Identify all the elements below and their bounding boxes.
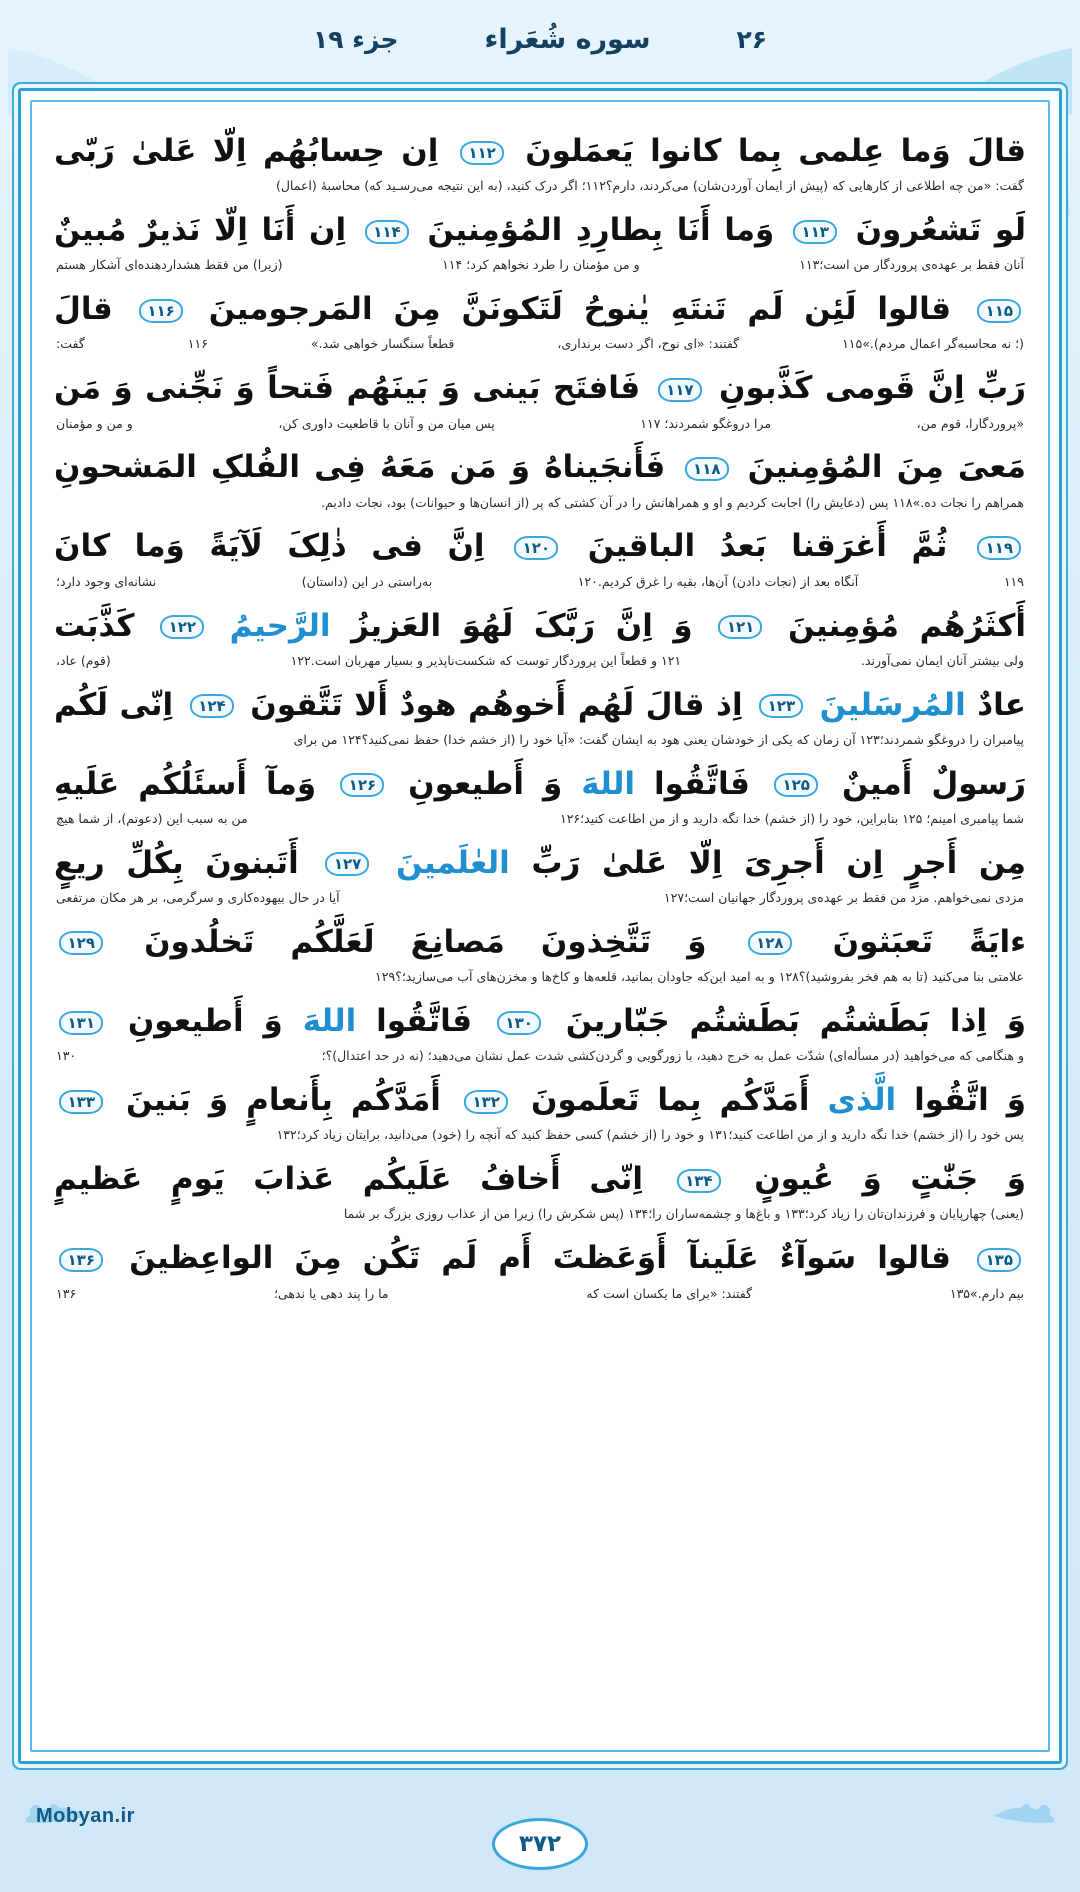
- ayah-number-marker[interactable]: ۱۳۲: [464, 1090, 508, 1114]
- ayah-number-marker[interactable]: ۱۲۸: [748, 931, 792, 955]
- persian-translation-line: [54, 1046, 1026, 1071]
- arabic-segment: فَاتَّقُوا: [635, 765, 750, 802]
- arabic-segment: اللهَ: [302, 1003, 357, 1040]
- persian-translation-line: [54, 572, 1026, 597]
- arabic-segment: العٰلَمینَ: [395, 844, 510, 881]
- ayah-block: [54, 442, 1026, 517]
- translation-segment: (؛ نه محاسبه‌گر اعمال مردم).»۱۱۵: [842, 336, 1024, 352]
- arabic-segment: اِنّی أَخافُ عَلَیکُم عَذابَ یَومٍ عَظیمٍ: [54, 1161, 643, 1198]
- ayah-number-marker[interactable]: ۱۳۳: [59, 1090, 103, 1114]
- arabic-segment: فَأَنجَیناهُ وَ مَن مَعَهُ فِی الفُلکِ المَشحونِ: [54, 449, 666, 486]
- translation-segment: ۱۳۰: [56, 1048, 77, 1064]
- translation-segment: ۱۳۶: [56, 1285, 77, 1301]
- arabic-line[interactable]: [54, 996, 1026, 1046]
- arabic-segment: قالوا لَئِن لَم تَنتَهِ یٰنوحُ لَتَکونَنَّ مِنَ المَرجومینَ: [208, 291, 952, 328]
- arabic-line[interactable]: [54, 917, 1026, 967]
- ayah-block: [54, 759, 1026, 834]
- ayah-block: [54, 680, 1026, 755]
- persian-translation-line: [54, 334, 1026, 359]
- arabic-segment: اِذ قالَ لَهُم أَخوهُم هودٌ أَلا تَتَّقونَ: [250, 686, 743, 723]
- translation-segment: «پروردگارا، قوم من،: [916, 415, 1024, 431]
- ayah-number-marker[interactable]: ۱۲۰: [514, 536, 558, 560]
- arabic-segment: لَو تَشعُرونَ: [855, 212, 1026, 249]
- arabic-segment: وَمآ أَسئَلُکُم عَلَیهِ: [54, 765, 317, 802]
- ayah-number-marker[interactable]: ۱۳۰: [497, 1011, 541, 1035]
- translation-segment: بیم دارم.»۱۳۵: [949, 1285, 1024, 1301]
- translation-segment: گفت: «من چه اطلاعی از کارهایی که (پیش از ایمان آوردن‌شان) می‌کردند، دارم؟۱۱۲؛ اگر درک کنید، (به این نتیجه می‌رسـید که) محاسبهٔ (اعمال): [275, 178, 1024, 194]
- arabic-line[interactable]: [54, 601, 1026, 651]
- ayah-number-marker[interactable]: ۱۱۵: [977, 299, 1021, 323]
- side-ornament-icon: [934, 1796, 1054, 1826]
- arabic-segment: وَما أَنَا بِطارِدِ المُؤمِنینَ: [427, 212, 775, 249]
- arabic-segment: اِن حِسابُهُم اِلّا عَلیٰ رَبّی: [54, 133, 439, 169]
- ayah-block: [54, 601, 1026, 676]
- arabic-segment: الَّذی: [827, 1082, 897, 1119]
- ayah-number-marker[interactable]: ۱۱۸: [685, 457, 729, 481]
- persian-translation-line: [54, 888, 1026, 913]
- persian-translation-line: [54, 176, 1026, 201]
- arabic-segment: رَبِّ اِنَّ قَومی کَذَّبونِ: [718, 370, 1026, 407]
- arabic-line[interactable]: [54, 838, 1026, 888]
- arabic-line[interactable]: [54, 126, 1026, 176]
- arabic-segment: وَ اِنَّ رَبَّکَ لَهُوَ العَزیزُ: [330, 607, 693, 644]
- arabic-segment: اِنّی لَکُم: [54, 686, 174, 723]
- persian-translation-line: [54, 1125, 1026, 1150]
- persian-translation-line: [54, 255, 1026, 280]
- site-brand[interactable]: Mobyan.ir: [36, 1805, 135, 1827]
- arabic-segment: رَسولٌ أَمینٌ: [841, 765, 1026, 802]
- translation-segment: علامتی بنا می‌کنید (تا به هم فخر بفروشید)؟۱۲۸ و به امید این‌که جاودان بمانید، قلعه‌ها و کاخ‌ها و مخزن‌های آب می‌سازید؛؟۱۲۹: [375, 969, 1024, 985]
- arabic-line[interactable]: [54, 442, 1026, 492]
- arabic-segment: ءایَةً تَعبَثونَ: [832, 923, 1026, 960]
- ayah-number-marker[interactable]: ۱۱۹: [977, 536, 1021, 560]
- arabic-line[interactable]: [54, 759, 1026, 809]
- arabic-segment: قالَ وَما عِلمی بِما کانوا یَعمَلونَ: [525, 133, 1027, 169]
- surah-title: سوره شُعَراء: [484, 23, 651, 55]
- translation-segment: و من و مؤمنان: [56, 415, 133, 431]
- ayah-number-marker[interactable]: ۱۳۱: [59, 1011, 103, 1035]
- arabic-segment: ثُمَّ أَغرَقنا بَعدُ الباقینَ: [587, 528, 948, 565]
- ayah-number-marker[interactable]: ۱۲۴: [190, 694, 234, 718]
- ayah-number-marker[interactable]: ۱۲۳: [759, 694, 803, 718]
- persian-translation-line: [54, 967, 1026, 992]
- ayah-block: [54, 126, 1026, 201]
- translation-segment: گفتند: «برای ما یکسان است که: [586, 1285, 753, 1301]
- ayah-block: [54, 205, 1026, 280]
- translation-segment: آنان فقط بر عهده‌ی پروردگار من است؛۱۱۳: [799, 257, 1024, 273]
- translation-segment: قطعاً سنگسار خواهی شد.»: [310, 336, 455, 352]
- ayah-block: [54, 521, 1026, 596]
- persian-translation-line: [54, 1284, 1026, 1309]
- arabic-segment: قالَ: [54, 291, 113, 328]
- arabic-segment: وَ جَنّٰتٍ وَ عُیونٍ: [754, 1161, 1027, 1198]
- ayah-number-marker[interactable]: ۱۱۲: [460, 141, 504, 165]
- ayah-number-marker[interactable]: ۱۳۵: [977, 1248, 1021, 1272]
- arabic-segment: اللهَ: [581, 765, 636, 802]
- ayah-block: [54, 917, 1026, 992]
- translation-segment: شما پیامبری امینم؛ ۱۲۵ بنابراین، خود را (از خشم) خدا نگه دارید و از من اطاعت کنید؛۱۲۶: [560, 810, 1024, 826]
- arabic-line[interactable]: [54, 521, 1026, 571]
- translation-segment: گفتند: «ای نوح، اگر دست برنداری،: [557, 336, 740, 352]
- arabic-segment: أَمَدَّکُم بِما تَعلَمونَ: [530, 1082, 810, 1119]
- translation-segment: گفت:: [56, 336, 85, 352]
- persian-translation-line: [54, 1204, 1026, 1229]
- translation-segment: پیامبران را دروغگو شمردند؛۱۲۳ آن زمان که یکی از خودشان یعنی هود به ایشان گفت: «آیا خود را (از خشم خدا) حفظ نمی‌کنید؟۱۲۴ من برای: [293, 731, 1024, 747]
- quran-text-body: [32, 102, 1048, 1750]
- arabic-segment: المُرسَلینَ: [819, 686, 966, 723]
- translation-segment: مرا دروغگو شمردند؛ ۱۱۷: [640, 415, 772, 431]
- translation-segment: ۱۱۶: [187, 336, 208, 352]
- arabic-line[interactable]: [54, 1154, 1026, 1204]
- page-number-badge: ۳۷۲: [492, 1818, 588, 1870]
- persian-translation-line: [54, 809, 1026, 834]
- translation-segment: من به سبب این (دعوتم)، از شما هیچ: [56, 810, 248, 826]
- arabic-segment: فَاتَّقُوا: [356, 1003, 473, 1040]
- translation-segment: آیا در حال بیهوده‌کاری و سرگرمی، بر هر مکان مرتفعی: [56, 890, 340, 906]
- arabic-line[interactable]: [54, 680, 1026, 730]
- ayah-number-marker[interactable]: ۱۱۷: [658, 378, 702, 402]
- ayah-block: [54, 1233, 1026, 1308]
- arabic-line[interactable]: [54, 284, 1026, 334]
- ayah-block: [54, 284, 1026, 359]
- surah-number: ۲۶: [736, 24, 768, 54]
- arabic-segment: اِنَّ فی ذٰلِکَ لَآیَةً وَما کانَ: [54, 528, 485, 565]
- persian-translation-line: [54, 651, 1026, 676]
- arabic-segment: قالوا سَوآءٌ عَلَینآ أَوَعَظتَ أَم لَم تَکُن مِنَ الواعِظینَ: [129, 1240, 951, 1277]
- arabic-segment: وَ اتَّقُوا: [896, 1082, 1027, 1119]
- page-header: [0, 0, 1080, 78]
- persian-translation-line: [54, 730, 1026, 755]
- ayah-number-marker[interactable]: ۱۲۱: [718, 615, 762, 639]
- ayah-number-marker[interactable]: ۱۳۴: [677, 1169, 721, 1193]
- arabic-segment: اِن أَنَا اِلّا نَذیرٌ مُبینٌ: [54, 212, 347, 249]
- translation-segment: ۱۲۱ و قطعاً این پروردگار توست که شکست‌ناپذیر و بسیار مهربان است.۱۲۲: [290, 652, 682, 668]
- translation-segment: آنگاه بعد از (نجات دادن) آن‌ها، بقیه را غرق کردیم.۱۲۰: [577, 573, 859, 589]
- arabic-segment: وَ تَتَّخِذونَ مَصانِعَ لَعَلَّکُم تَخلُدونَ: [144, 923, 707, 960]
- arabic-segment: فَافتَح بَینی وَ بَینَهُم فَتحاً وَ نَجِّنی وَ مَن: [54, 370, 641, 407]
- translation-segment: همراهم را نجات ده.»۱۱۸ پس (دعایش را) اجابت کردیم و او و همراهانش را در آن کشتی که پر (از انسان‌ها و حیوانات) بود، نجات دادیم.: [321, 494, 1024, 510]
- translation-segment: (قوم) عاد،: [56, 652, 111, 668]
- arabic-segment: الرَّحیمُ: [229, 607, 331, 644]
- ayah-number-marker[interactable]: ۱۲۹: [59, 931, 103, 955]
- persian-translation-line: [54, 414, 1026, 439]
- translation-segment: ما را پند دهی یا ندهی؛: [274, 1285, 389, 1301]
- text-frame: [18, 88, 1062, 1764]
- arabic-line[interactable]: [54, 1233, 1026, 1283]
- arabic-segment: مَعیَ مِنَ المُؤمِنینَ: [747, 449, 1026, 486]
- translation-segment: پس میان من و آنان با قاطعیت داوری کن،: [278, 415, 495, 431]
- arabic-line[interactable]: [54, 1075, 1026, 1125]
- page-footer: [0, 1766, 1080, 1892]
- arabic-segment: أَمَدَّکُم بِأَنعامٍ وَ بَنینَ: [126, 1082, 441, 1119]
- ayah-number-marker[interactable]: ۱۱۴: [365, 220, 409, 244]
- persian-translation-line: [54, 493, 1026, 518]
- ayah-block: [54, 996, 1026, 1071]
- translation-segment: مزدی نمی‌خواهم. مزد من فقط بر عهده‌ی پروردگار جهانیان است؛۱۲۷: [663, 890, 1024, 906]
- translation-segment: به‌راستی در این (داستان): [301, 573, 433, 589]
- translation-segment: پس خود را (از خشم) خدا نگه دارید و از من اطاعت کنید؛۱۳۱ و خود را (از خشم) کسی حفظ کنید که آنچه را (خود) می‌دانید، برایتان زیاد کرد؛۱۳۲: [276, 1127, 1024, 1143]
- ayah-number-marker[interactable]: ۱۱۶: [139, 299, 183, 323]
- ayah-block: [54, 363, 1026, 438]
- arabic-segment: وَ أَطیعونِ: [127, 1003, 283, 1040]
- arabic-segment: عادٌ: [965, 686, 1026, 723]
- juz-label: جزء ۱۹: [312, 24, 399, 54]
- arabic-segment: أَکثَرُهُم مُؤمِنینَ: [787, 607, 1027, 644]
- arabic-segment: وَ اِذا بَطَشتُم بَطَشتُم جَبّارینَ: [565, 1003, 1027, 1040]
- ayah-number-marker[interactable]: ۱۱۳: [793, 220, 837, 244]
- ayah-block: [54, 1075, 1026, 1150]
- ayah-number-marker[interactable]: ۱۲۲: [160, 615, 204, 639]
- arabic-segment: وَ أَطیعونِ: [408, 765, 563, 802]
- arabic-segment: کَذَّبَت: [54, 607, 135, 644]
- ayah-number-marker[interactable]: ۱۳۶: [59, 1248, 103, 1272]
- arabic-line[interactable]: [54, 205, 1026, 255]
- arabic-segment: أَتَبنونَ بِکُلِّ ریعٍ: [54, 844, 299, 881]
- ayah-block: [54, 1154, 1026, 1229]
- translation-segment: ولی بیشتر آنان ایمان نمی‌آورند.: [860, 652, 1024, 668]
- arabic-segment: مِن أَجرٍ اِن أَجرِیَ اِلّا عَلیٰ رَبِّ: [509, 844, 1027, 881]
- ayah-number-marker[interactable]: ۱۲۷: [325, 852, 369, 876]
- arabic-line[interactable]: [54, 363, 1026, 413]
- translation-segment: و من مؤمنان را طرد نخواهم کرد؛ ۱۱۴: [442, 257, 640, 273]
- ayah-number-marker[interactable]: ۱۲۵: [774, 773, 818, 797]
- translation-segment: و هنگامی که می‌خواهید (در مسأله‌ای) شدّت عمل به خرج دهید، با زورگویی و گردن‌کشی شدت عمل نشان می‌دهید؛ (نه در حد اعتدال)؟؛: [321, 1048, 1024, 1064]
- translation-segment: ۱۱۹: [1003, 573, 1024, 589]
- translation-segment: نشانه‌ای وجود دارد؛: [56, 573, 157, 589]
- ayah-number-marker[interactable]: ۱۲۶: [340, 773, 384, 797]
- ayah-block: [54, 838, 1026, 913]
- translation-segment: (یعنی) چهارپایان و فرزندان‌تان را زیاد کرد؛۱۳۳ و باغ‌ها و چشمه‌ساران را؛۱۳۴ (پس شکرش را) زیرا من از عذاب روزی بزرگ بر شما: [343, 1206, 1024, 1222]
- translation-segment: (زیرا) من فقط هشداردهنده‌ای آشکار هستم: [56, 257, 283, 273]
